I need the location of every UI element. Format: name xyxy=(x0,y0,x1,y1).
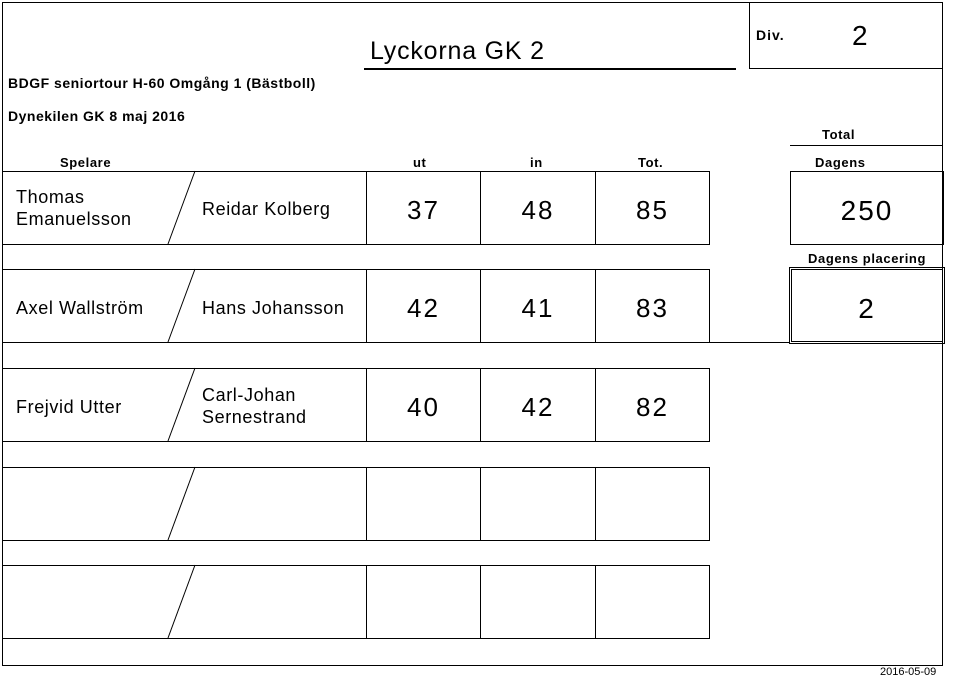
pair1-total-cell xyxy=(595,171,710,245)
pair1-player1: Thomas Emanuelsson xyxy=(16,187,132,229)
in-header: in xyxy=(530,155,543,170)
day-total: 250 xyxy=(840,195,894,226)
pair1-in-cell xyxy=(480,171,596,245)
pair2-total: 83 xyxy=(636,293,669,323)
pair5-out-cell xyxy=(366,565,481,639)
pair1-total: 85 xyxy=(636,195,669,225)
pair2-player2: Hans Johansson xyxy=(202,298,345,318)
div-label: Div. xyxy=(756,27,785,43)
pair2-out-cell xyxy=(366,269,481,343)
pair1-player2: Reidar Kolberg xyxy=(202,199,331,219)
venue-date: Dynekilen GK 8 maj 2016 xyxy=(8,108,186,124)
pair2-in: 41 xyxy=(521,293,555,323)
print-date: 2016-05-09 xyxy=(880,666,937,678)
pair3-in-cell xyxy=(480,368,596,442)
pair3-out-cell xyxy=(366,368,481,442)
pair3-total-cell xyxy=(595,368,710,442)
placement-cell xyxy=(789,267,945,344)
pair3-out: 40 xyxy=(407,392,440,422)
pair5-total-cell xyxy=(595,565,710,639)
player-header: Spelare xyxy=(60,155,112,170)
pair2-total-cell xyxy=(595,269,710,343)
pair2-player1: Axel Wallström xyxy=(16,298,144,318)
pair2-out: 42 xyxy=(407,293,440,323)
pair4-total-cell xyxy=(595,467,710,541)
pair1-out-cell xyxy=(366,171,481,245)
out-header: ut xyxy=(413,155,427,170)
pair2-in-cell xyxy=(480,269,596,343)
tour-title: BDGF seniortour H-60 Omgång 1 (Bästboll) xyxy=(8,75,316,91)
placement-label: Dagens placering xyxy=(808,251,926,266)
div-value: 2 xyxy=(852,20,868,51)
total-header: Tot. xyxy=(638,155,664,170)
team-name: Lyckorna GK 2 xyxy=(370,37,545,65)
pair1-in: 48 xyxy=(521,195,555,225)
pair4-out-cell xyxy=(366,467,481,541)
total-group-header: Total xyxy=(822,127,856,142)
placement-value: 2 xyxy=(858,293,876,324)
pair4-in-cell xyxy=(480,467,596,541)
pair3-total: 82 xyxy=(636,392,669,422)
pair3-player2: Carl-Johan Sernestrand xyxy=(202,385,307,427)
pair3-in: 42 xyxy=(521,392,555,422)
day-total-cell xyxy=(790,171,944,245)
pair1-out: 37 xyxy=(407,195,440,225)
day-header: Dagens xyxy=(815,155,866,170)
pair3-player1: Frejvid Utter xyxy=(16,397,122,417)
pair5-in-cell xyxy=(480,565,596,639)
